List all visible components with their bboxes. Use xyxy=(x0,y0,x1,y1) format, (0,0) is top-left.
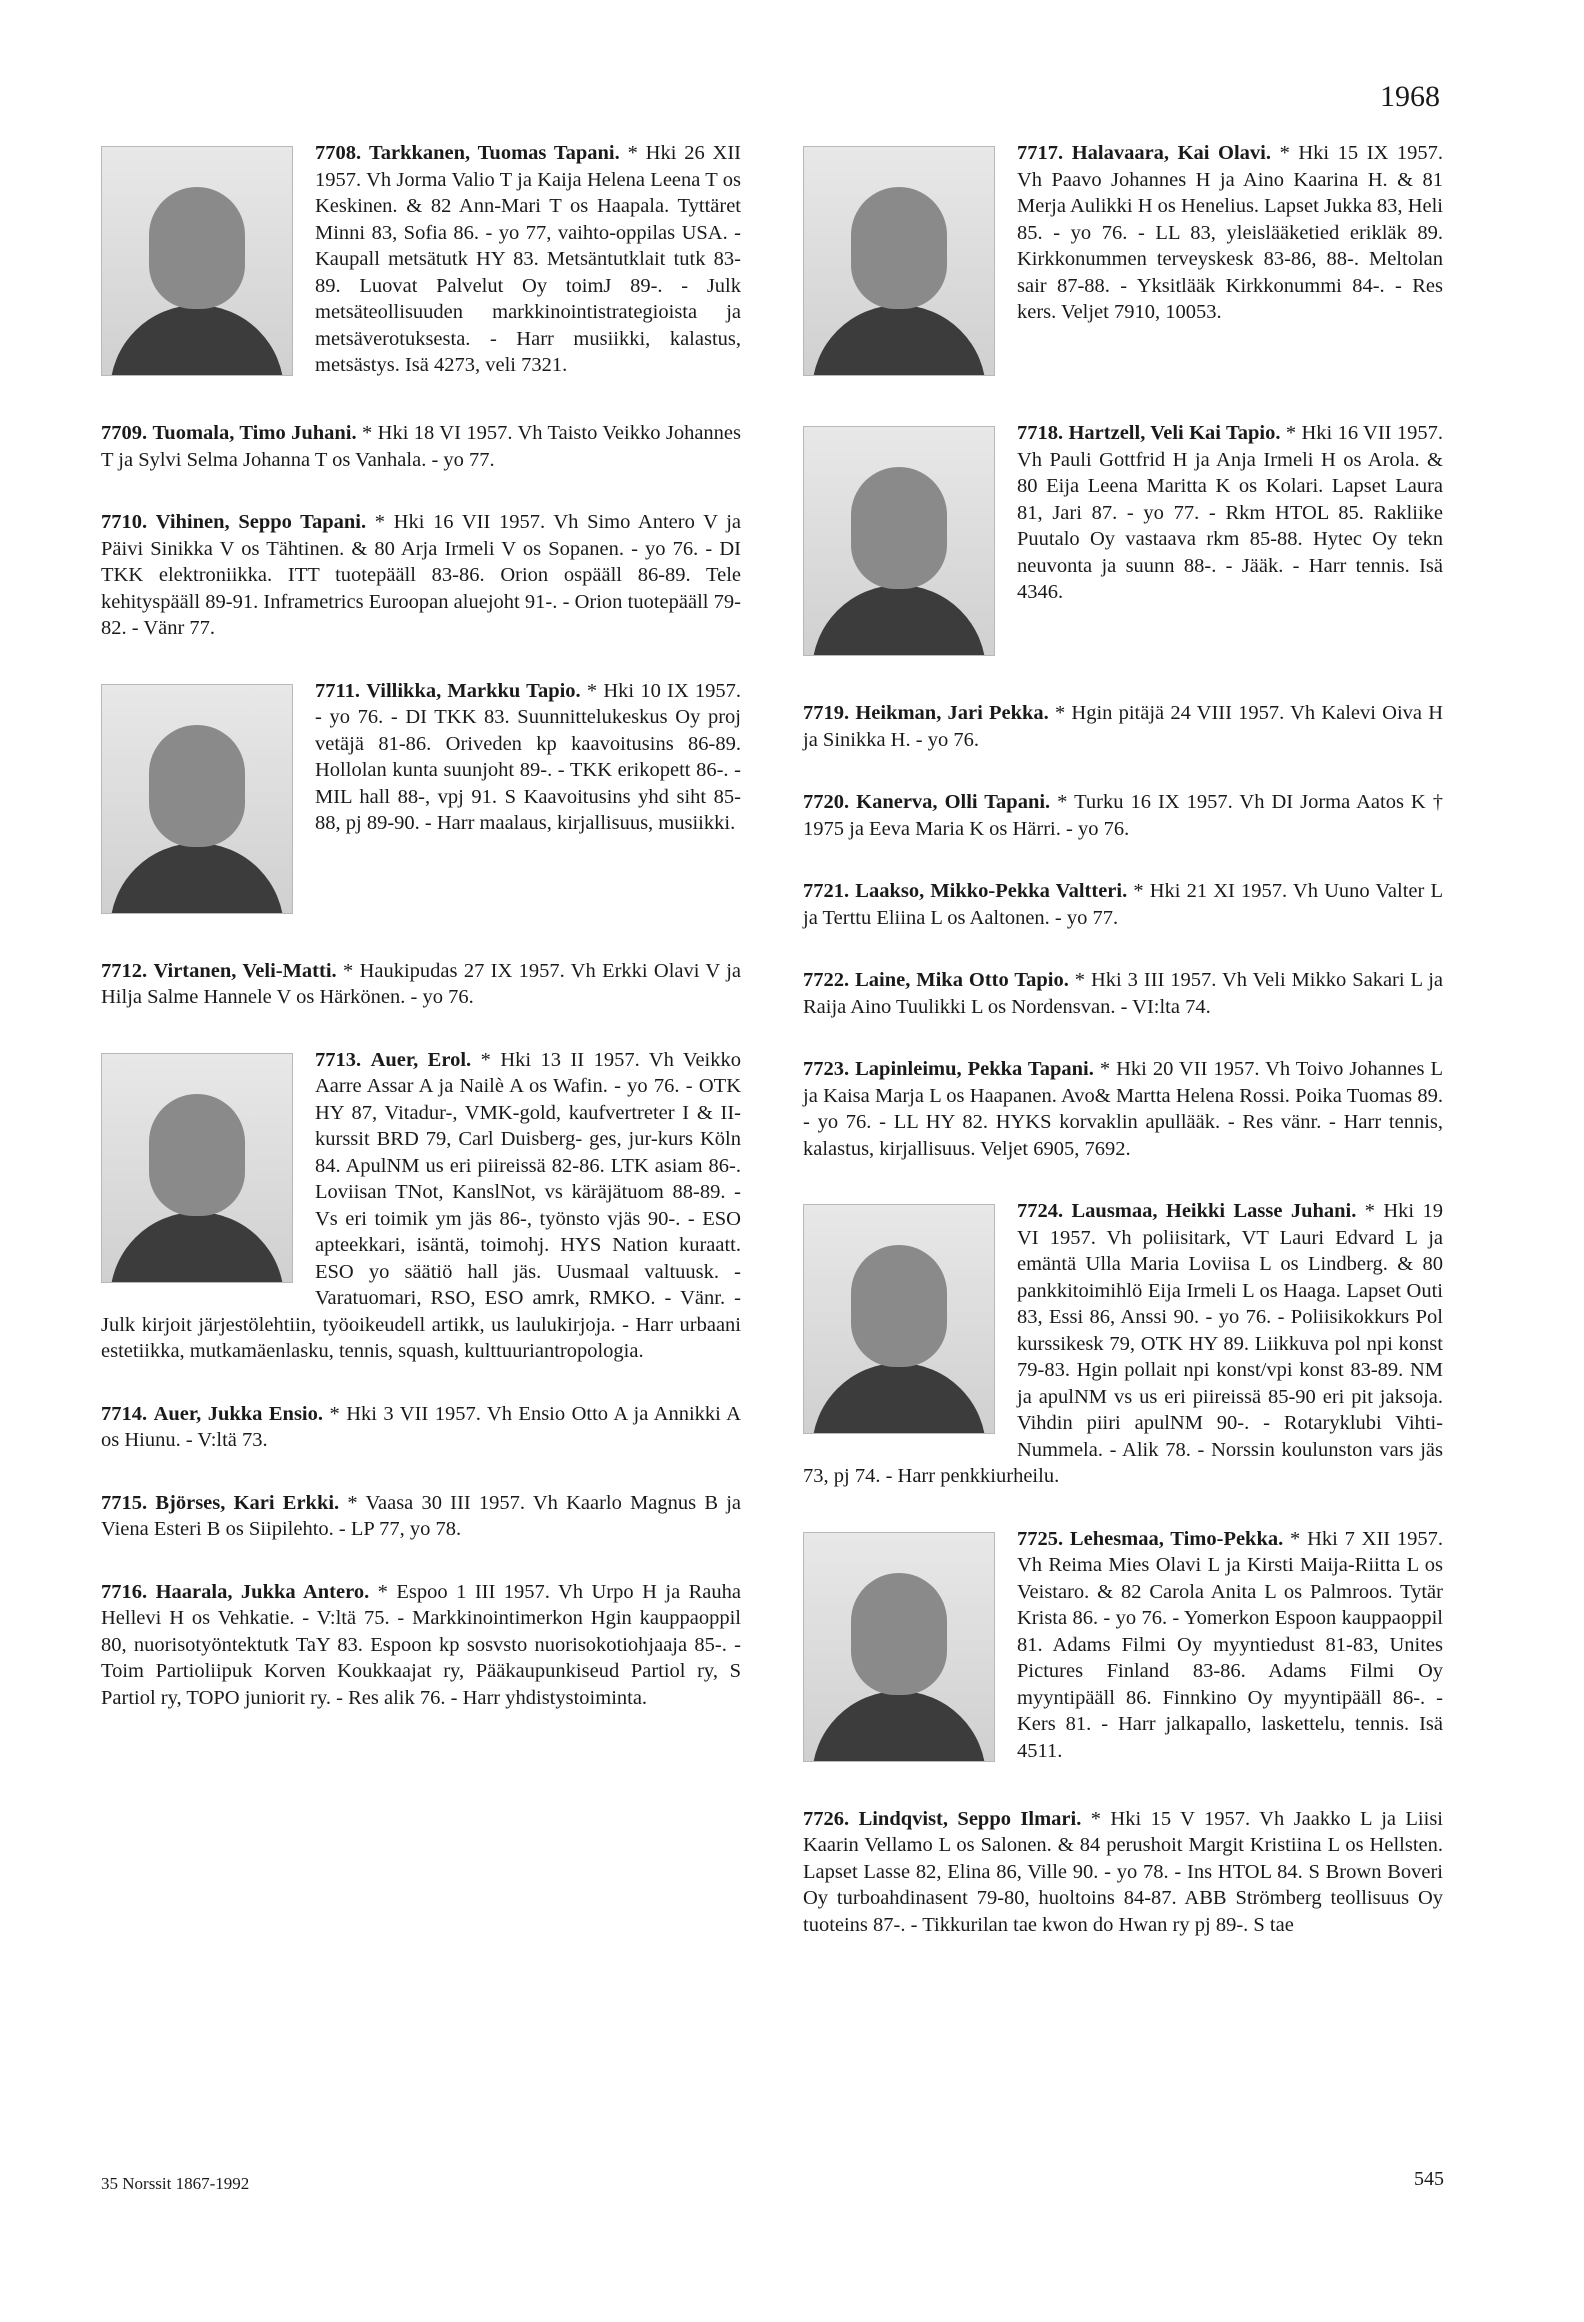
entry-7715 xyxy=(101,1490,741,1543)
entry-name: Virtanen, Veli-Matti. xyxy=(153,959,337,982)
entry-number: 7711. xyxy=(315,679,360,702)
entry-name: Tarkkanen, Tuomas Tapani. xyxy=(368,142,620,164)
entry-text: * Hki 16 VII 1957. Vh Pauli Gottfrid H ja Anja Irmeli H os Arola. & 80 Eija Leena Maritta K os Kolari. Lapset Laura 81, Jari 87. - yo 77. - Rkm HTOL 85. Rakliike Puutalo Oy vastaava rkm 85-88. Hytec Oy tekn neuvonta ja suunn 88-. - Jääk. - Harr tennis. Isä 4346. xyxy=(1017,422,1443,603)
entry-text: * Hki 16 VII 1957. Vh Simo Antero V ja Päivi Sinikka V os Tähtinen. & 80 Arja Irmeli V os Sopanen. - yo 76. - DI TKK elektroniikka. ITT tuotepääll 83-86. Orion ospääll 86-89. Tele kehityspääll 89-91. Inframetrics Euroopan aluejoht 91-. - Orion tuotepääll 79-82. - Vänr 77. xyxy=(101,511,742,639)
entry-text: * Haukipudas 27 IX 1957. Vh Erkki Olavi V ja Hilja Salme Hannele V os Härkönen. - yo 76. xyxy=(101,959,741,1008)
entry-number: 7710. xyxy=(101,511,148,533)
entry-text: * Hki 3 VII 1957. Vh Ensio Otto A ja Annikki A os Hiunu. - V:ltä 73. xyxy=(101,1402,741,1451)
entry-number: 7713. xyxy=(315,1048,362,1071)
entry-number: 7724. xyxy=(1017,1200,1064,1222)
entry-name: Laakso, Mikko-Pekka Valtteri. xyxy=(855,880,1128,902)
portrait-photo xyxy=(101,1053,293,1283)
portrait-photo xyxy=(101,684,293,914)
entry-text: * Hki 10 IX 1957. - yo 76. - DI TKK 83. Suunnittelukeskus Oy proj vetäjä 81-86. Oriveden kp kaavoitusins 86-89. Hollolan kunta suunjoht 89-. - TKK erikopett 86-. - MIL hall 88-, vpj 91. S Kaavoitusins yhd siht 85-88, pj 89-90. - Harr maalaus, kirjallisuus, musiikki. xyxy=(315,679,741,834)
entry-number: 7708. xyxy=(315,142,362,164)
entry-text: * Espoo 1 III 1957. Vh Urpo H ja Rauha Hellevi H os Vehkatie. - V:ltä 75. - Markkinointimerkon Hgin kauppaoppil 80, nuorisotyöntektutk TaY 83. Espoon kp sosvsto nuorisokotiohjaaja 85-. - Toim Partioliipuk Korven Koukkaajat ry, Pääkaupunkiseud Partiol ry, S Partiol ry, TOPO juniorit ry. - Res alik 76. - Harr yhdistystoiminta. xyxy=(101,1580,742,1709)
entry-text: * Hki 13 II 1957. Vh Veikko Aarre Assar A ja Nailè A os Wafin. - yo 76. - OTK HY 87, Vitadur-, VMK-gold, kaufvertreter I & II-kurssit BRD 79, Carl Duisberg- ges, jur-kurs Köln 84. ApulNM us eri piireissä 82-86. LTK asiam 86-. Loviisan TNot, KanslNot, vs käräjätuom 88-89. - Vs eri toimik ym jäs 86-, työnsto vjäs 90-. - ESO apteekkari, isäntä, toimohj. HYS Nation kuraatt. ESO yo säätiö hall jäs. Uusmaal valtuusk. - Varatuomari, RSO, ESO amrk, RMKO. - Vänr. - Julk kirjoit järjestölehtiin, työoikeudell artikk, us laulukirjoja. - Harr urbaani estetiikka, mutkamäenlasku, tennis, squash, kulttuuriantropologia. xyxy=(101,1048,741,1362)
entry-7719 xyxy=(803,700,1443,753)
entry-7708 xyxy=(101,140,741,384)
portrait-photo xyxy=(803,1204,995,1434)
entry-number: 7719. xyxy=(803,702,850,724)
entry-number: 7717. xyxy=(1017,142,1064,164)
entry-number: 7720. xyxy=(803,791,850,813)
entry-number: 7721. xyxy=(803,880,850,902)
entry-7724 xyxy=(803,1198,1443,1490)
entry-number: 7714. xyxy=(101,1402,148,1425)
entry-text: * Hki 26 XII 1957. Vh Jorma Valio T ja Kaija Helena Leena T os Keskinen. & 82 Ann-Mari T os Haapala. Tyttäret Minni 83, Sofia 86. - yo 77, vaihto-oppilas USA. - Kaupall metsätutk HY 83. Metsäntutklait tutk 83-89. Luovat Palvelut Oy toimJ 89-. - Julk metsäteollisuuden markkinointistrategioista ja metsäverotuksesta. - Harr musiikki, kalastus, metsästys. Isä 4273, veli 7321. xyxy=(315,142,742,376)
entry-7723 xyxy=(803,1056,1443,1162)
entry-name: Haarala, Jukka Antero. xyxy=(155,1580,370,1603)
entry-name: Heikman, Jari Pekka. xyxy=(855,702,1049,724)
entry-name: Tuomala, Timo Juhani. xyxy=(152,422,357,444)
entry-text: * Hki 20 VII 1957. Vh Toivo Johannes L ja Kaisa Marja L os Haapanen. Avo& Martta Helena Rossi. Poika Tuomas 89. - yo 76. - LL HY 82. HYKS korvaklin apullääk. - Res vänr. - Harr tennis, kalastus, kirjallisuus. Veljet 6905, 7692. xyxy=(803,1058,1443,1160)
entry-name: Laine, Mika Otto Tapio. xyxy=(855,969,1069,991)
entry-name: Lindqvist, Seppo Ilmari. xyxy=(858,1807,1082,1830)
entry-7710 xyxy=(101,509,741,642)
entry-number: 7722. xyxy=(803,969,850,991)
entry-text: * Hgin pitäjä 24 VIII 1957. Vh Kalevi Oiva H ja Sinikka H. - yo 76. xyxy=(803,702,1444,751)
entry-7722 xyxy=(803,967,1443,1020)
left-column xyxy=(101,140,741,1747)
entry-number: 7725. xyxy=(1017,1527,1064,1550)
page-number: 545 xyxy=(1414,2168,1444,2190)
entry-name: Auer, Jukka Ensio. xyxy=(153,1402,324,1425)
portrait-photo xyxy=(803,426,995,656)
year-heading: 1968 xyxy=(1380,80,1440,113)
entry-text: * Hki 15 IX 1957. Vh Paavo Johannes H ja Aino Kaarina H. & 81 Merja Aulikki H os Henelius. Lapset Jukka 83, Heli 85. - yo 76. - LL 83, yleislääketied erikläk 89. Kirkkonummen terveyskesk 83-86, 88-. Meltolan sair 87-88. - Yksitlääk Kirkkonummi 84-. - Res kers. Veljet 7910, 10053. xyxy=(1017,142,1444,323)
entry-number: 7718. xyxy=(1017,422,1064,444)
entry-name: Hartzell, Veli Kai Tapio. xyxy=(1068,422,1281,444)
entry-number: 7709. xyxy=(101,422,148,444)
entry-text: * Hki 19 VI 1957. Vh poliisitark, VT Lauri Edvard L ja emäntä Ulla Maria Loviisa L os Lindberg. & 80 pankkitoimihlö Eija Irmeli L os Haaga. Lapset Outi 83, Essi 86, Anssi 90. - yo 76. - Poliisikokkurs Pol kurssikesk 79, OTK HY 89. Liikkuva pol npi konst 79-83. Hgin pollait npi konst/vpi konst 83-89. NM ja apulNM vs us eri piireissä 85-90 eri pit jaksoja. Vihdin piiri apulNM 90-. - Rotaryklubi Vihti-Nummela. - Alik 78. - Norssin koulunston vars jäs 73, pj 74. - Harr penkkiurheilu. xyxy=(803,1200,1443,1487)
entry-7718 xyxy=(803,420,1443,664)
entry-7720 xyxy=(803,789,1443,842)
entry-text: * Hki 18 VI 1957. Vh Taisto Veikko Johannes T ja Sylvi Selma Johanna T os Vanhala. - yo 77. xyxy=(101,422,741,471)
entry-text: * Hki 21 XI 1957. Vh Uuno Valter L ja Terttu Eliina L os Aaltonen. - yo 77. xyxy=(803,880,1444,929)
entry-number: 7716. xyxy=(101,1580,148,1603)
entry-name: Kanerva, Olli Tapani. xyxy=(856,791,1051,813)
entry-name: Halavaara, Kai Olavi. xyxy=(1071,142,1272,164)
portrait-photo xyxy=(803,146,995,376)
entry-name: Lapinleimu, Pekka Tapani. xyxy=(855,1058,1094,1080)
entry-name: Lausmaa, Heikki Lasse Juhani. xyxy=(1071,1200,1357,1222)
entry-7717 xyxy=(803,140,1443,384)
entry-number: 7726. xyxy=(803,1807,850,1830)
portrait-photo xyxy=(803,1532,995,1762)
right-column xyxy=(803,140,1443,1974)
entry-7712 xyxy=(101,958,741,1011)
entry-name: Vihinen, Seppo Tapani. xyxy=(155,511,367,533)
entry-7726 xyxy=(803,1806,1443,1939)
entry-7721 xyxy=(803,878,1443,931)
entry-7716 xyxy=(101,1579,741,1712)
entry-text: * Hki 7 XII 1957. Vh Reima Mies Olavi L ja Kirsti Maija-Riitta L os Veistaro. & 82 Carola Anita L os Palmroos. Tytär Krista 86. - yo 76. - Yomerkon Espoon kauppaoppil 81. Adams Filmi Oy myyntiedust 81-83, Unites Pictures Finland 83-86. Adams Filmi Oy myyntipääll 86. Finnkino Oy myyntipääll 86-. - Kers 81. - Harr jalkapallo, laskettelu, tennis. Isä 4511. xyxy=(1017,1527,1444,1762)
entry-text: * Vaasa 30 III 1957. Vh Kaarlo Magnus B ja Viena Esteri B os Siipilehto. - LP 77, yo 78. xyxy=(101,1491,741,1540)
entry-text: * Turku 16 IX 1957. Vh DI Jorma Aatos K † 1975 ja Eeva Maria K os Härri. - yo 76. xyxy=(803,791,1443,840)
entry-name: Björses, Kari Erkki. xyxy=(155,1491,340,1514)
entry-7711 xyxy=(101,678,741,922)
entry-number: 7715. xyxy=(101,1491,148,1514)
entry-7725 xyxy=(803,1526,1443,1770)
entry-number: 7723. xyxy=(803,1058,850,1080)
entry-text: * Hki 15 V 1957. Vh Jaakko L ja Liisi Kaarin Vellamo L os Salonen. & 84 perushoit Margit Kristiina L os Hellsten. Lapset Lasse 82, Elina 86, Ville 90. - yo 78. - Ins HTOL 84. S Brown Boveri Oy turboahdinasent 79-80, huoltoins 84-87. ABB Strömberg teollisuus Oy tuoteins 87-. - Tikkurilan tae kwon do Hwan ry pj 89-. S tae xyxy=(803,1807,1443,1936)
entry-name: Villikka, Markku Tapio. xyxy=(366,679,581,702)
entry-number: 7712. xyxy=(101,959,148,982)
entry-name: Auer, Erol. xyxy=(370,1048,472,1071)
entry-7713 xyxy=(101,1047,741,1365)
footer-book-title: 35 Norssit 1867-1992 xyxy=(101,2174,250,2193)
portrait-photo xyxy=(101,146,293,376)
entry-text: * Hki 3 III 1957. Vh Veli Mikko Sakari L ja Raija Aino Tuulikki L os Nordensvan. - VI:lta 74. xyxy=(803,969,1444,1018)
entry-7714 xyxy=(101,1401,741,1454)
entry-7709 xyxy=(101,420,741,473)
entry-name: Lehesmaa, Timo-Pekka. xyxy=(1069,1527,1284,1550)
